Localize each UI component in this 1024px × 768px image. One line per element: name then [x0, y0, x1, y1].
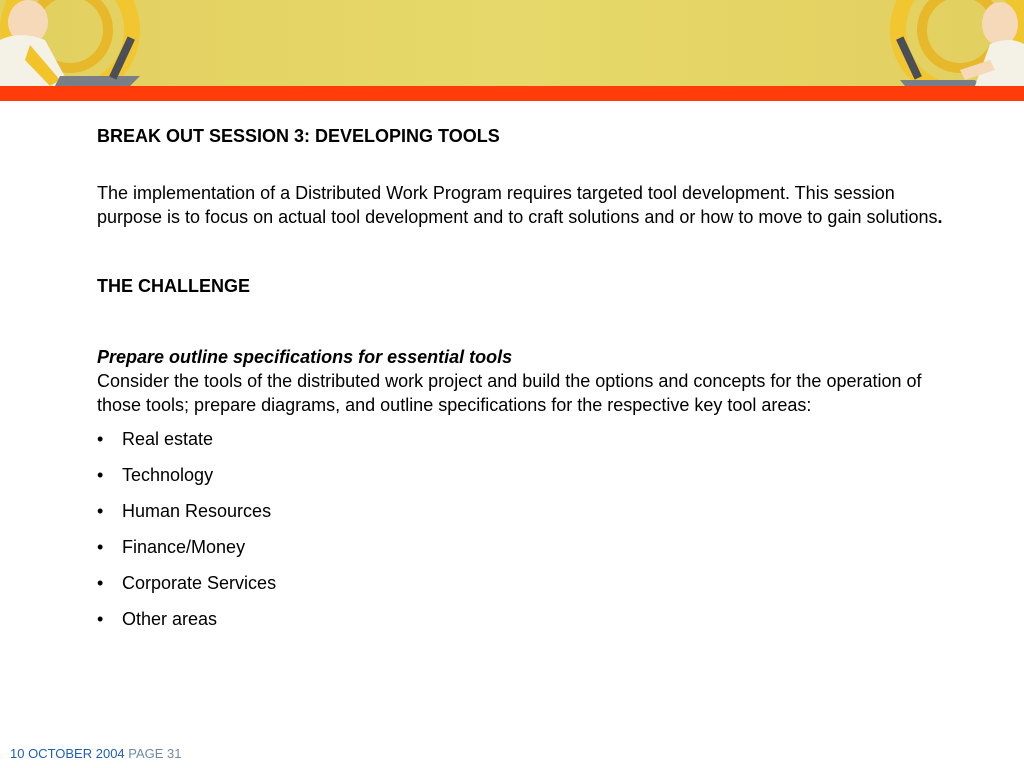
footer-date: 10 OCTOBER 2004 — [10, 746, 125, 761]
description-paragraph: Consider the tools of the distributed work project and build the options and concepts for the operation of those tools; prepare diagrams, and outline specifications for the respective key tool areas: — [97, 371, 922, 415]
intro-period: . — [937, 207, 943, 227]
list-item — [97, 493, 957, 529]
bullet-marker: • — [97, 537, 104, 557]
list-item-label: Real estate — [122, 429, 214, 449]
list-item — [97, 565, 957, 601]
bullet-marker: • — [97, 609, 104, 629]
bullet-marker: • — [97, 573, 104, 593]
session-title: BREAK OUT SESSION 3: DEVELOPING TOOLS — [97, 126, 500, 146]
header-banner — [0, 0, 1024, 86]
slide-footer — [10, 746, 182, 761]
list-item-label: Finance/Money — [122, 537, 246, 557]
intro-paragraph — [97, 181, 957, 229]
list-item — [97, 457, 957, 493]
list-item-label: Human Resources — [122, 501, 272, 521]
bullet-marker: • — [97, 501, 104, 521]
header-rule — [0, 86, 1024, 101]
list-item — [97, 601, 957, 637]
banner-illustration — [0, 0, 1024, 86]
left-person-figure — [0, 0, 140, 86]
list-item-label: Other areas — [122, 609, 218, 629]
page-number: PAGE 31 — [128, 746, 182, 761]
slide-content — [97, 124, 957, 637]
list-item-label: Corporate Services — [122, 573, 277, 593]
specifications-subheading: Prepare outline specifications for essential tools — [97, 347, 513, 367]
challenge-heading: THE CHALLENGE — [97, 276, 250, 296]
bullet-marker: • — [97, 429, 104, 449]
list-item — [97, 421, 957, 457]
bullet-marker: • — [97, 465, 104, 485]
list-item — [97, 529, 957, 565]
right-person-figure — [896, 2, 1024, 86]
tool-areas-list — [97, 421, 957, 637]
intro-text: The implementation of a Distributed Work Program requires targeted tool development. This session purpose is to focus on actual tool development and to craft solutions and or how to move to gain solutions — [97, 183, 938, 227]
list-item-label: Technology — [122, 465, 214, 485]
